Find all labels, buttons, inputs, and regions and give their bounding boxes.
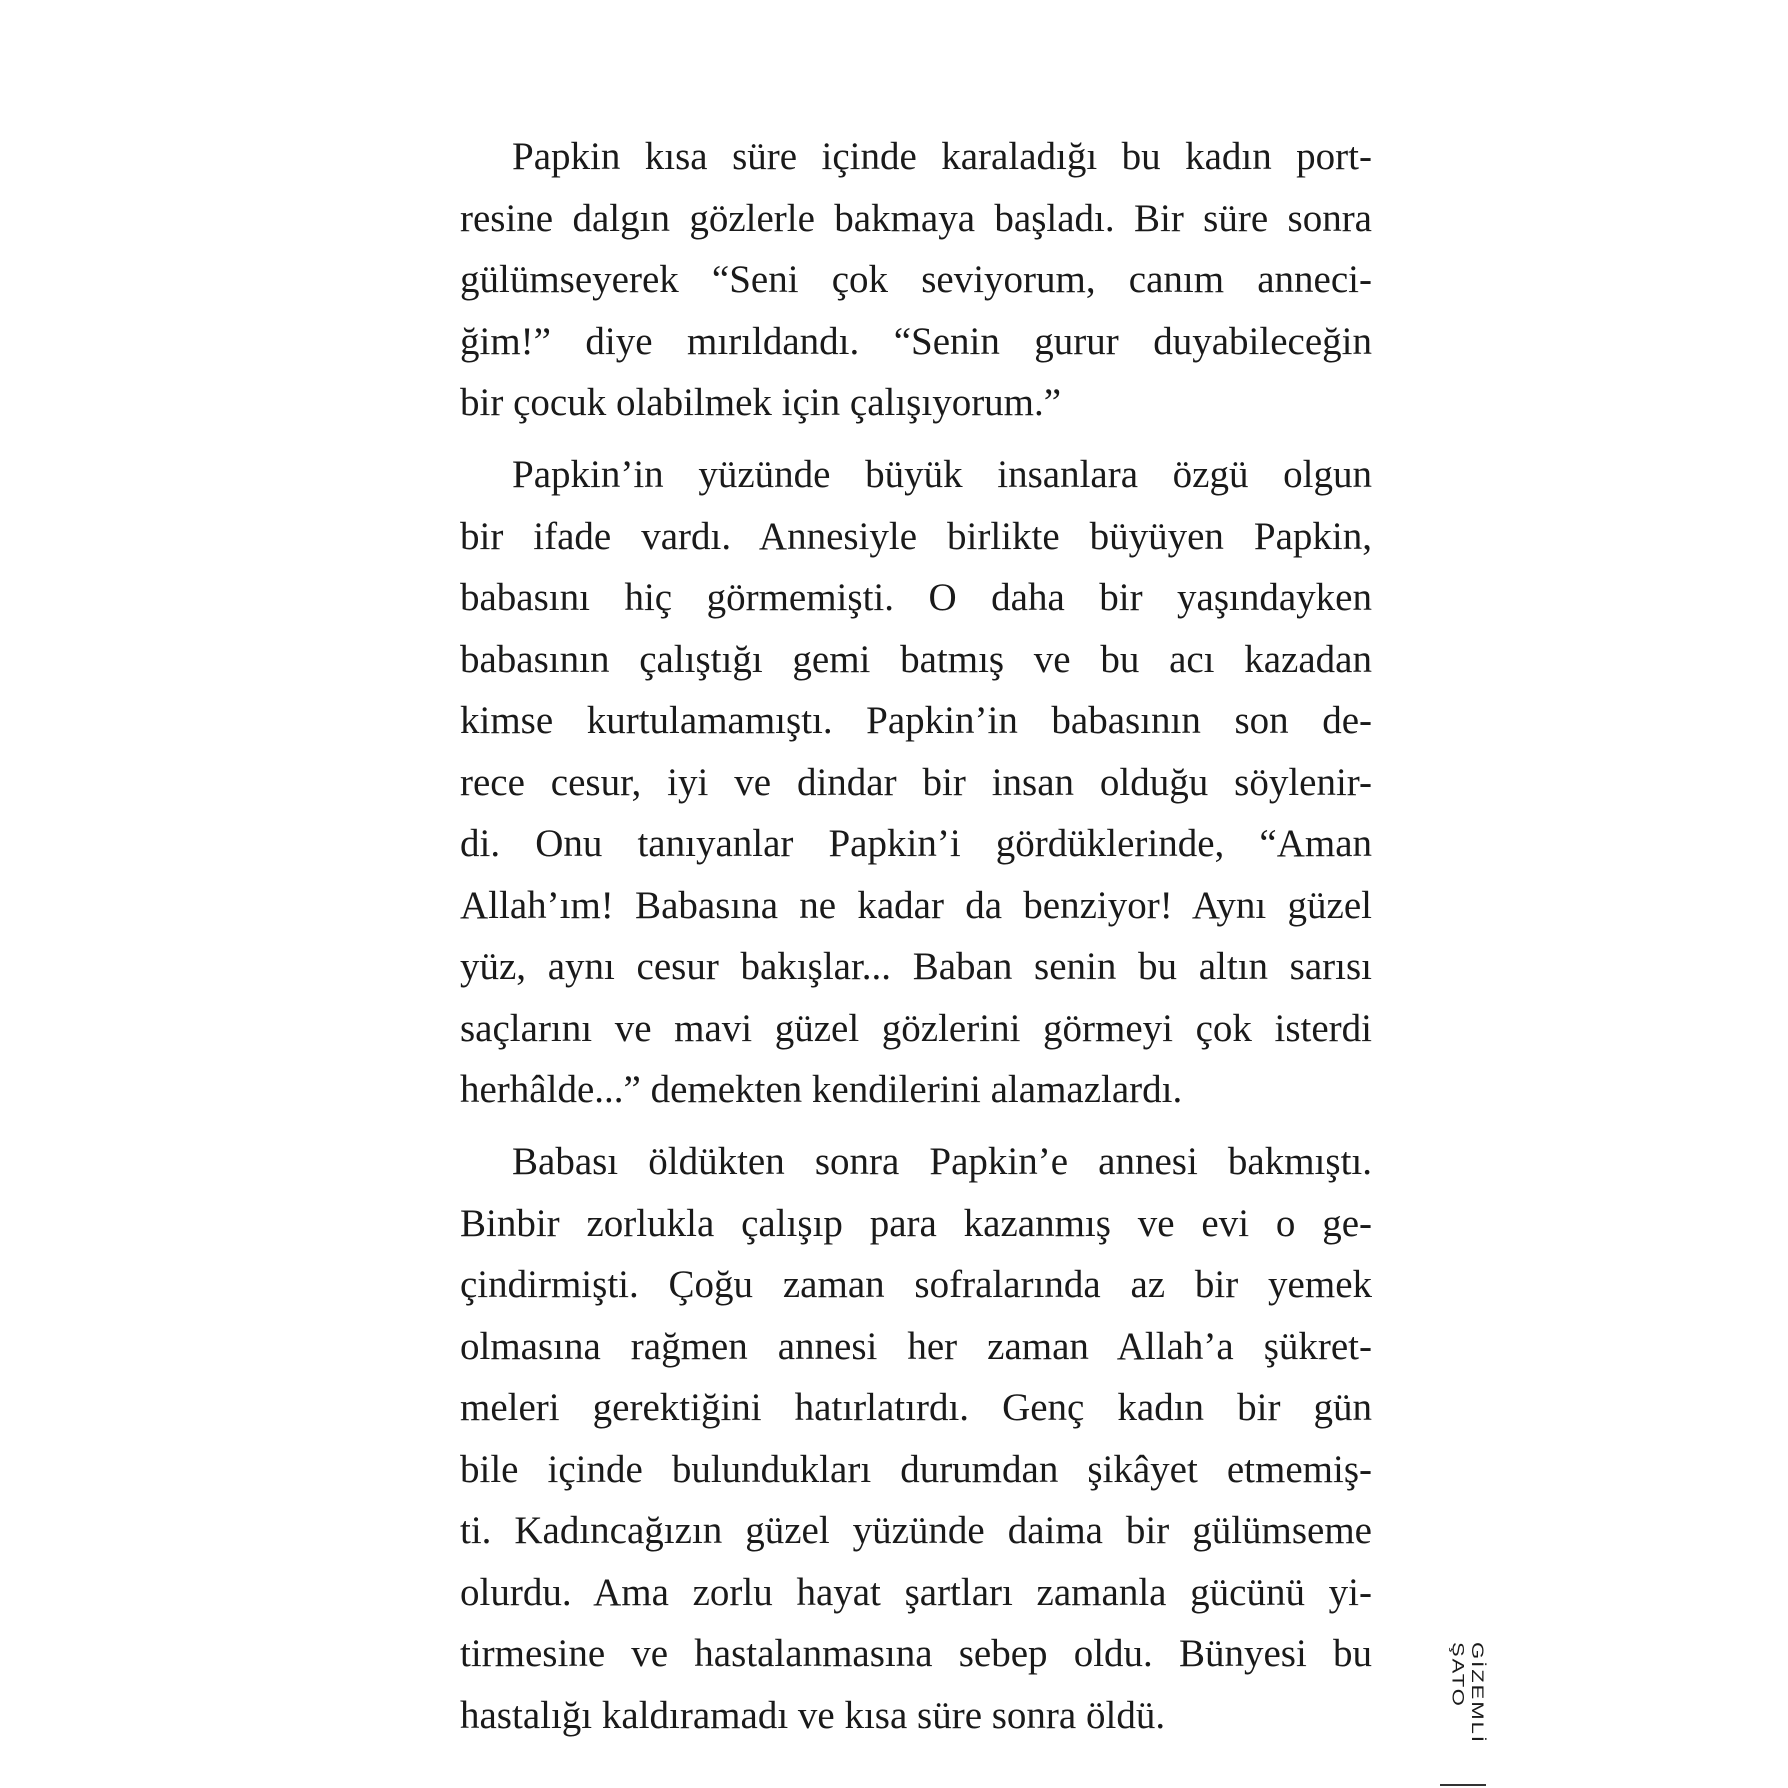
running-header-book-title: GİZEMLİ ŞATO [1448,1642,1487,1745]
text-line: rece cesur, iyi ve dindar bir insan olduğu söylenir- [460,760,1372,804]
text-line: Babası öldükten sonra Papkin’e annesi bakmıştı. [512,1140,1372,1183]
text-line: Papkin kısa süre içinde karaladığı bu kadın port- [512,135,1372,178]
text-line: yüz, aynı cesur bakışlar... Baban senin bu altın sarısı [460,945,1372,988]
text-line: Papkin’in yüzünde büyük insanlara özgü olgun [512,453,1372,496]
text-line: ti. Kadıncağızın güzel yüzünde daima bir gülümseme [460,1509,1372,1552]
text-line: saçlarını ve mavi güzel gözlerini görmeyi çok isterdi [460,1006,1372,1050]
book-page-body [460,126,1372,1757]
text-line: di. Onu tanıyanlar Papkin’i gördüklerinde, “Aman [460,822,1372,865]
text-line: Binbir zorlukla çalışıp para kazanmış ve evi o ge- [460,1201,1372,1245]
running-header-rule [1440,1784,1486,1786]
text-line: bile içinde bulundukları durumdan şikâyet etmemiş- [460,1447,1372,1491]
paragraph-1 [460,126,1372,434]
text-line: bir çocuk olabilmek için çalışıyorum.” [460,381,1062,424]
paragraph-2 [460,444,1372,1121]
text-line: hastalığı kaldıramadı ve kısa süre sonra öldü. [460,1693,1166,1737]
text-line: babasının çalıştığı gemi batmış ve bu acı kazadan [460,637,1372,681]
text-line: Allah’ım! Babasına ne kadar da benziyor! Aynı güzel [460,883,1372,927]
text-line: kimse kurtulamamıştı. Papkin’in babasının son de- [460,699,1372,742]
text-line: ğim!” diye mırıldandı. “Senin gurur duyabileceğin [460,319,1372,363]
text-line: babasını hiç görmemişti. O daha bir yaşındayken [460,576,1372,619]
text-line: meleri gerektiğini hatırlatırdı. Genç kadın bir gün [460,1386,1372,1429]
text-line: herhâlde...” demekten kendilerini alamazlardı. [460,1068,1183,1111]
text-line: çindirmişti. Çoğu zaman sofralarında az bir yemek [460,1263,1372,1306]
text-line: tirmesine ve hastalanmasına sebep oldu. Bünyesi bu [460,1632,1372,1675]
text-line: bir ifade vardı. Annesiyle birlikte büyüyen Papkin, [460,514,1372,558]
paragraph-3 [460,1131,1372,1746]
text-line: resine dalgın gözlerle bakmaya başladı. Bir süre sonra [460,196,1372,240]
text-line: olurdu. Ama zorlu hayat şartları zamanla gücünü yi- [460,1570,1372,1614]
text-line: olmasına rağmen annesi her zaman Allah’a şükret- [460,1324,1372,1368]
text-line: gülümseyerek “Seni çok seviyorum, canım anneci- [460,258,1372,301]
